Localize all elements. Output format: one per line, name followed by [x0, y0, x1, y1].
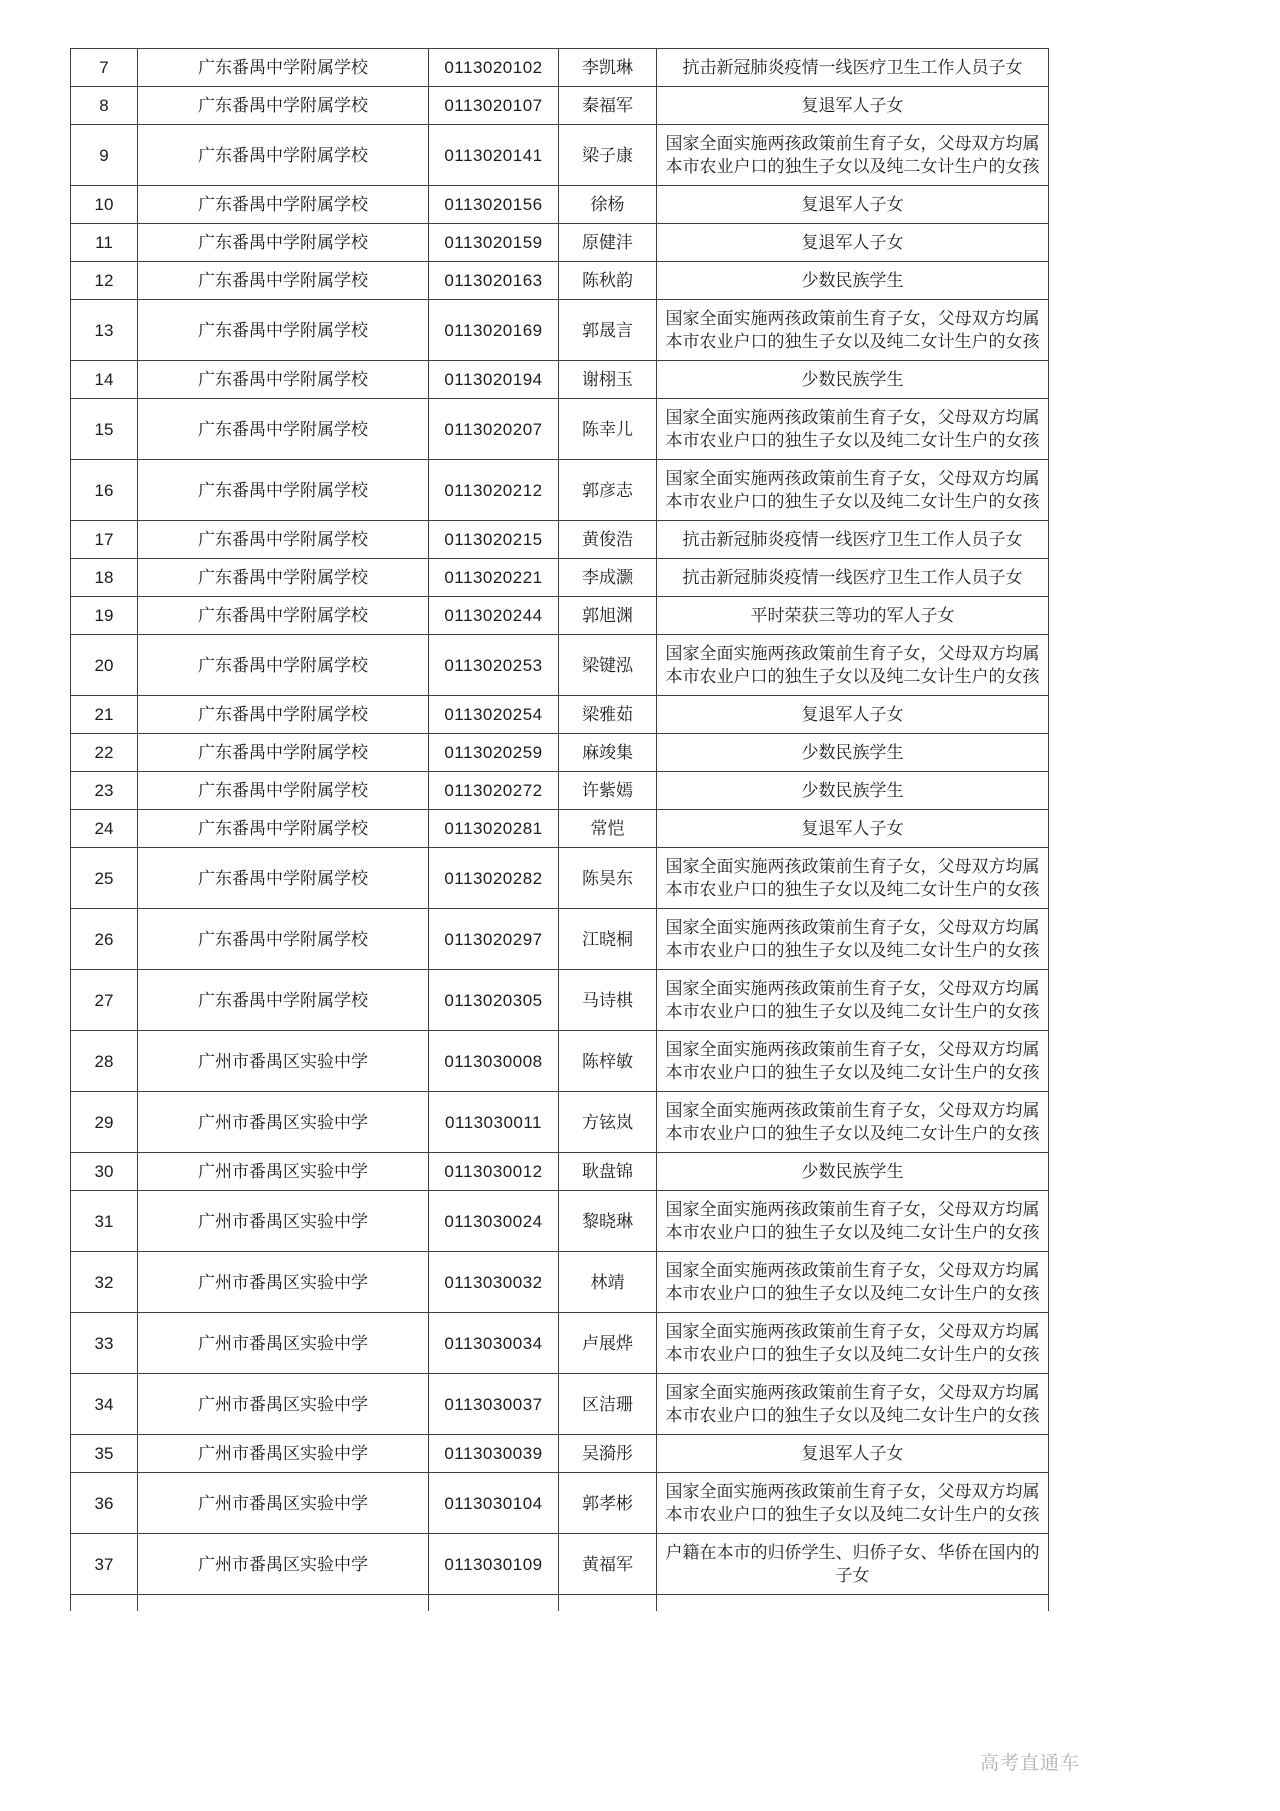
table-row [71, 970, 1049, 1031]
cell-index: 33 [71, 1313, 138, 1374]
cell-name: 马诗棋 [559, 970, 657, 1031]
cell-school: 广东番禺中学附属学校 [138, 224, 429, 262]
table-row [71, 521, 1049, 559]
table-row [71, 399, 1049, 460]
table-body [71, 49, 1049, 1612]
table-row [71, 1092, 1049, 1153]
cell-reg-no: 0113030012 [429, 1153, 559, 1191]
cell-name: 许紫嫣 [559, 772, 657, 810]
cell-reg-no: 0113030032 [429, 1252, 559, 1313]
cell-reg-no: 0113030008 [429, 1031, 559, 1092]
cell-category: 国家全面实施两孩政策前生育子女，父母双方均属本市农业户口的独生子女以及纯二女计生户的女孩 [657, 1374, 1049, 1435]
cell-school: 广东番禺中学附属学校 [138, 87, 429, 125]
cell-reg-no: 0113020297 [429, 909, 559, 970]
cell-category: 国家全面实施两孩政策前生育子女，父母双方均属本市农业户口的独生子女以及纯二女计生户的女孩 [657, 1031, 1049, 1092]
cell-category: 国家全面实施两孩政策前生育子女，父母双方均属本市农业户口的独生子女以及纯二女计生户的女孩 [657, 1252, 1049, 1313]
cell-category: 国家全面实施两孩政策前生育子女，父母双方均属本市农业户口的独生子女以及纯二女计生户的女孩 [657, 635, 1049, 696]
cell-category: 国家全面实施两孩政策前生育子女，父母双方均属本市农业户口的独生子女以及纯二女计生户的女孩 [657, 1473, 1049, 1534]
cell-empty [559, 1595, 657, 1612]
cell-reg-no: 0113020156 [429, 186, 559, 224]
table-row [71, 1473, 1049, 1534]
cell-index: 21 [71, 696, 138, 734]
watermark: 高考直通车 [979, 1753, 1080, 1774]
cell-name: 耿盘锦 [559, 1153, 657, 1191]
table-row [71, 1031, 1049, 1092]
cell-category: 国家全面实施两孩政策前生育子女，父母双方均属本市农业户口的独生子女以及纯二女计生户的女孩 [657, 848, 1049, 909]
table-row [71, 224, 1049, 262]
student-list-table-wrap [70, 48, 1049, 1611]
cell-reg-no: 0113020253 [429, 635, 559, 696]
cell-category: 国家全面实施两孩政策前生育子女，父母双方均属本市农业户口的独生子女以及纯二女计生户的女孩 [657, 1313, 1049, 1374]
cell-category: 复退军人子女 [657, 224, 1049, 262]
table-row [71, 361, 1049, 399]
cell-school: 广东番禺中学附属学校 [138, 635, 429, 696]
cell-reg-no: 0113020259 [429, 734, 559, 772]
cell-school: 广东番禺中学附属学校 [138, 848, 429, 909]
cell-category: 国家全面实施两孩政策前生育子女，父母双方均属本市农业户口的独生子女以及纯二女计生户的女孩 [657, 300, 1049, 361]
cell-school: 广州市番禺区实验中学 [138, 1534, 429, 1595]
cell-index: 29 [71, 1092, 138, 1153]
cell-name: 黄福军 [559, 1534, 657, 1595]
cell-reg-no: 0113020212 [429, 460, 559, 521]
cell-index: 26 [71, 909, 138, 970]
cell-name: 方铉岚 [559, 1092, 657, 1153]
cell-name: 区洁珊 [559, 1374, 657, 1435]
cell-reg-no: 0113030024 [429, 1191, 559, 1252]
cell-category: 户籍在本市的归侨学生、归侨子女、华侨在国内的子女 [657, 1534, 1049, 1595]
cell-category: 抗击新冠肺炎疫情一线医疗卫生工作人员子女 [657, 521, 1049, 559]
cell-name: 郭孝彬 [559, 1473, 657, 1534]
cell-reg-no: 0113020194 [429, 361, 559, 399]
cell-school: 广州市番禺区实验中学 [138, 1435, 429, 1473]
cell-school: 广东番禺中学附属学校 [138, 361, 429, 399]
cell-index: 35 [71, 1435, 138, 1473]
table-row [71, 810, 1049, 848]
cell-name: 陈秋韵 [559, 262, 657, 300]
table-row [71, 460, 1049, 521]
cell-empty [71, 1595, 138, 1612]
cell-name: 李成灏 [559, 559, 657, 597]
cell-category: 复退军人子女 [657, 186, 1049, 224]
cell-category: 国家全面实施两孩政策前生育子女，父母双方均属本市农业户口的独生子女以及纯二女计生户的女孩 [657, 1191, 1049, 1252]
cell-reg-no: 0113020107 [429, 87, 559, 125]
cell-category: 抗击新冠肺炎疫情一线医疗卫生工作人员子女 [657, 49, 1049, 87]
cell-index: 24 [71, 810, 138, 848]
cell-school: 广东番禺中学附属学校 [138, 399, 429, 460]
cell-school: 广东番禺中学附属学校 [138, 909, 429, 970]
cell-category: 国家全面实施两孩政策前生育子女，父母双方均属本市农业户口的独生子女以及纯二女计生户的女孩 [657, 1092, 1049, 1153]
cell-name: 郭旭渊 [559, 597, 657, 635]
cell-reg-no: 0113020141 [429, 125, 559, 186]
cell-index: 25 [71, 848, 138, 909]
cell-school: 广东番禺中学附属学校 [138, 49, 429, 87]
cell-school: 广东番禺中学附属学校 [138, 696, 429, 734]
cell-index: 32 [71, 1252, 138, 1313]
cell-category: 少数民族学生 [657, 1153, 1049, 1191]
cell-school: 广东番禺中学附属学校 [138, 597, 429, 635]
cell-school: 广东番禺中学附属学校 [138, 970, 429, 1031]
cell-index: 27 [71, 970, 138, 1031]
cell-index: 19 [71, 597, 138, 635]
cell-index: 31 [71, 1191, 138, 1252]
cell-school: 广东番禺中学附属学校 [138, 460, 429, 521]
cell-name: 陈梓敏 [559, 1031, 657, 1092]
table-row [71, 300, 1049, 361]
table-row [71, 597, 1049, 635]
table-row [71, 1435, 1049, 1473]
cell-index: 10 [71, 186, 138, 224]
table-row [71, 848, 1049, 909]
cell-empty [429, 1595, 559, 1612]
cell-index: 14 [71, 361, 138, 399]
cell-name: 江晓桐 [559, 909, 657, 970]
cell-empty [657, 1595, 1049, 1612]
cell-school: 广州市番禺区实验中学 [138, 1092, 429, 1153]
cell-school: 广东番禺中学附属学校 [138, 186, 429, 224]
cell-category: 国家全面实施两孩政策前生育子女，父母双方均属本市农业户口的独生子女以及纯二女计生户的女孩 [657, 125, 1049, 186]
cell-name: 秦福军 [559, 87, 657, 125]
cell-index: 8 [71, 87, 138, 125]
table-row [71, 734, 1049, 772]
cell-name: 黄俊浩 [559, 521, 657, 559]
cell-category: 复退军人子女 [657, 810, 1049, 848]
cell-reg-no: 0113020244 [429, 597, 559, 635]
cell-index: 23 [71, 772, 138, 810]
cell-reg-no: 0113030039 [429, 1435, 559, 1473]
cell-school: 广东番禺中学附属学校 [138, 810, 429, 848]
cell-category: 少数民族学生 [657, 734, 1049, 772]
table-row [71, 1191, 1049, 1252]
cell-name: 卢展烨 [559, 1313, 657, 1374]
cell-category: 抗击新冠肺炎疫情一线医疗卫生工作人员子女 [657, 559, 1049, 597]
cell-school: 广东番禺中学附属学校 [138, 734, 429, 772]
cell-reg-no: 0113030011 [429, 1092, 559, 1153]
cell-category: 复退军人子女 [657, 1435, 1049, 1473]
cell-empty [138, 1595, 429, 1612]
table-row [71, 262, 1049, 300]
cell-name: 梁子康 [559, 125, 657, 186]
table-row-partial [71, 1595, 1049, 1612]
student-table [70, 48, 1049, 1611]
cell-index: 16 [71, 460, 138, 521]
cell-index: 34 [71, 1374, 138, 1435]
table-row [71, 125, 1049, 186]
cell-name: 陈幸儿 [559, 399, 657, 460]
cell-school: 广州市番禺区实验中学 [138, 1153, 429, 1191]
cell-index: 13 [71, 300, 138, 361]
cell-index: 36 [71, 1473, 138, 1534]
cell-school: 广州市番禺区实验中学 [138, 1313, 429, 1374]
cell-index: 7 [71, 49, 138, 87]
cell-name: 林靖 [559, 1252, 657, 1313]
cell-school: 广州市番禺区实验中学 [138, 1191, 429, 1252]
cell-school: 广东番禺中学附属学校 [138, 559, 429, 597]
cell-category: 少数民族学生 [657, 772, 1049, 810]
cell-reg-no: 0113020159 [429, 224, 559, 262]
cell-index: 20 [71, 635, 138, 696]
cell-category: 国家全面实施两孩政策前生育子女，父母双方均属本市农业户口的独生子女以及纯二女计生户的女孩 [657, 909, 1049, 970]
cell-name: 郭晟言 [559, 300, 657, 361]
cell-index: 37 [71, 1534, 138, 1595]
cell-category: 国家全面实施两孩政策前生育子女，父母双方均属本市农业户口的独生子女以及纯二女计生户的女孩 [657, 399, 1049, 460]
cell-name: 谢栩玉 [559, 361, 657, 399]
cell-reg-no: 0113020282 [429, 848, 559, 909]
cell-index: 9 [71, 125, 138, 186]
cell-name: 徐杨 [559, 186, 657, 224]
cell-name: 麻竣集 [559, 734, 657, 772]
table-row [71, 559, 1049, 597]
cell-school: 广东番禺中学附属学校 [138, 125, 429, 186]
cell-reg-no: 0113020272 [429, 772, 559, 810]
cell-school: 广州市番禺区实验中学 [138, 1473, 429, 1534]
cell-index: 28 [71, 1031, 138, 1092]
cell-name: 黎晓琳 [559, 1191, 657, 1252]
cell-name: 郭彦志 [559, 460, 657, 521]
cell-index: 15 [71, 399, 138, 460]
cell-school: 广东番禺中学附属学校 [138, 262, 429, 300]
cell-name: 梁键泓 [559, 635, 657, 696]
cell-reg-no: 0113020254 [429, 696, 559, 734]
cell-category: 少数民族学生 [657, 262, 1049, 300]
cell-name: 李凯琳 [559, 49, 657, 87]
cell-name: 吴漪彤 [559, 1435, 657, 1473]
table-row [71, 635, 1049, 696]
cell-school: 广州市番禺区实验中学 [138, 1031, 429, 1092]
table-row [71, 696, 1049, 734]
cell-name: 常恺 [559, 810, 657, 848]
cell-category: 复退军人子女 [657, 696, 1049, 734]
cell-index: 30 [71, 1153, 138, 1191]
table-row [71, 1153, 1049, 1191]
cell-index: 12 [71, 262, 138, 300]
table-row [71, 1252, 1049, 1313]
table-row [71, 772, 1049, 810]
cell-school: 广州市番禺区实验中学 [138, 1252, 429, 1313]
cell-reg-no: 0113030037 [429, 1374, 559, 1435]
cell-reg-no: 0113020305 [429, 970, 559, 1031]
cell-reg-no: 0113020102 [429, 49, 559, 87]
cell-category: 国家全面实施两孩政策前生育子女，父母双方均属本市农业户口的独生子女以及纯二女计生户的女孩 [657, 970, 1049, 1031]
table-row [71, 1374, 1049, 1435]
cell-school: 广东番禺中学附属学校 [138, 300, 429, 361]
cell-reg-no: 0113020221 [429, 559, 559, 597]
cell-reg-no: 0113020215 [429, 521, 559, 559]
cell-index: 18 [71, 559, 138, 597]
cell-reg-no: 0113020207 [429, 399, 559, 460]
cell-index: 11 [71, 224, 138, 262]
cell-reg-no: 0113020169 [429, 300, 559, 361]
table-row [71, 186, 1049, 224]
cell-category: 少数民族学生 [657, 361, 1049, 399]
table-row [71, 1534, 1049, 1595]
cell-index: 22 [71, 734, 138, 772]
cell-index: 17 [71, 521, 138, 559]
cell-reg-no: 0113020281 [429, 810, 559, 848]
table-row [71, 87, 1049, 125]
table-row [71, 909, 1049, 970]
table-row [71, 49, 1049, 87]
cell-category: 平时荣获三等功的军人子女 [657, 597, 1049, 635]
cell-name: 原健沣 [559, 224, 657, 262]
cell-school: 广东番禺中学附属学校 [138, 521, 429, 559]
cell-name: 梁雅茹 [559, 696, 657, 734]
cell-reg-no: 0113030034 [429, 1313, 559, 1374]
cell-school: 广州市番禺区实验中学 [138, 1374, 429, 1435]
cell-category: 复退军人子女 [657, 87, 1049, 125]
cell-category: 国家全面实施两孩政策前生育子女，父母双方均属本市农业户口的独生子女以及纯二女计生户的女孩 [657, 460, 1049, 521]
cell-reg-no: 0113030104 [429, 1473, 559, 1534]
cell-reg-no: 0113030109 [429, 1534, 559, 1595]
table-row [71, 1313, 1049, 1374]
cell-school: 广东番禺中学附属学校 [138, 772, 429, 810]
cell-name: 陈昊东 [559, 848, 657, 909]
cell-reg-no: 0113020163 [429, 262, 559, 300]
